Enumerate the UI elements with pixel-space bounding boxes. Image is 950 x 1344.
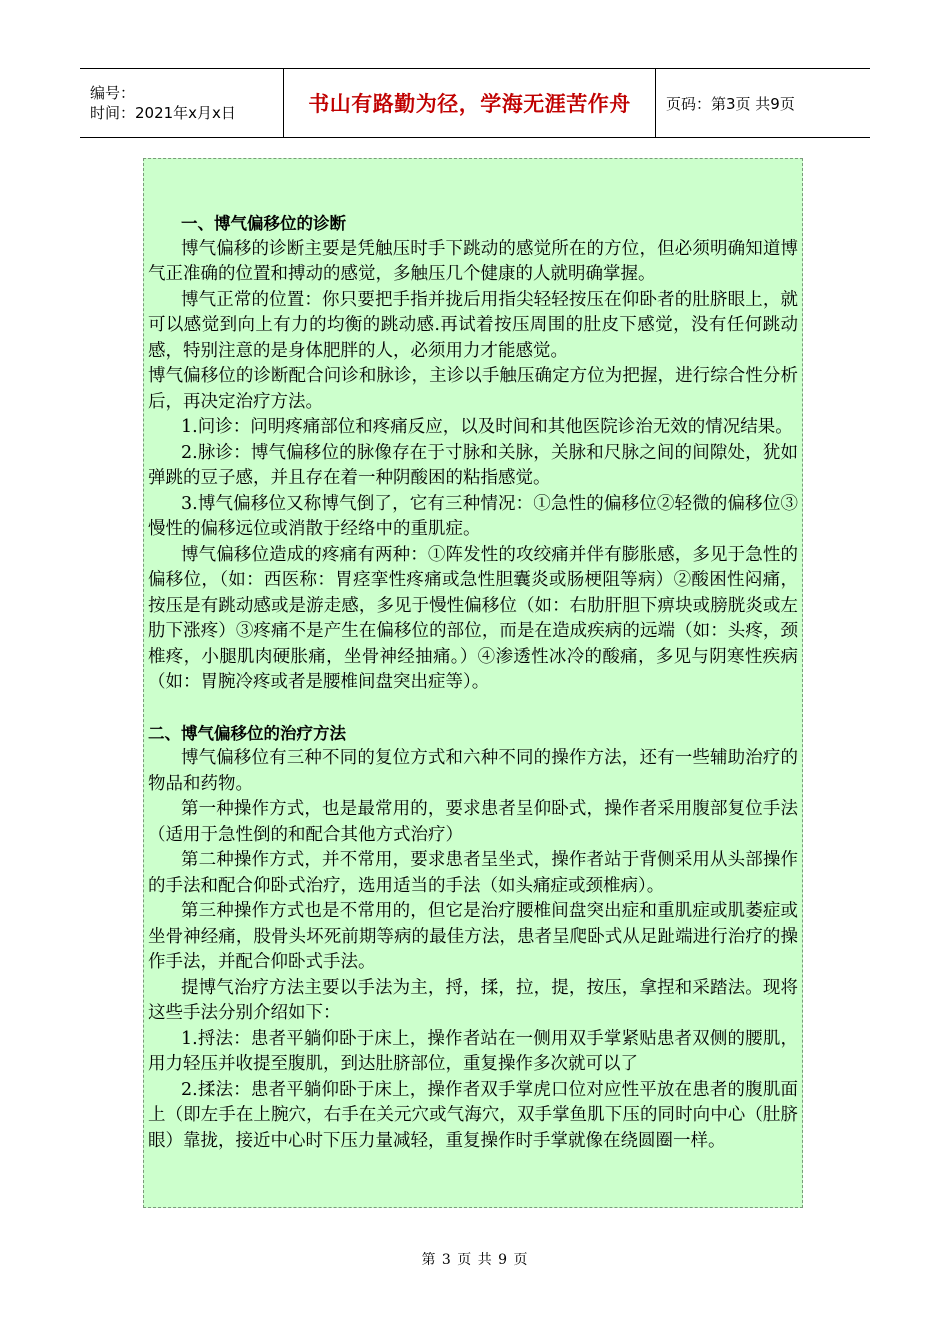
document-date-label: 时间：2021年x月x日 [90,104,236,122]
paragraph: 第二种操作方式，并不常用，要求患者呈坐式，操作者站于背侧采用从头部操作的手法和配合仰卧式治疗，选用适当的手法（如头痛症或颈椎病）。 [148,850,798,896]
document-number-label: 编号： [90,84,136,102]
paragraph: 博气偏移的诊断主要是凭触压时手下跳动的感觉所在的方位，但必须明确知道博气正准确的位置和搏动的感觉，多触压几个健康的人就明确掌握。 [148,238,798,284]
paragraph: 2.脉诊：博气偏移位的脉像存在于寸脉和关脉，关脉和尺脉之间的间隙处，犹如弹跳的豆子感，并且存在着一种阴酸困的粘指感觉。 [148,442,798,488]
header-motto: 书山有路勤为径，学海无涯苦作舟 [308,92,631,116]
document-body [143,158,803,1208]
paragraph: 2.揉法：患者平躺仰卧于床上，操作者双手掌虎口位对应性平放在患者的腹肌面上（即左手在上腕穴，右手在关元穴或气海穴，双手掌鱼肌下压的同时向中心（肚脐眼）靠拢，接近中心时下压力量减轻，重复操作时手掌就像在绕圆圈一样。 [148,1079,798,1151]
paragraph: 提博气治疗方法主要以手法为主，捋，揉，拉，提，按压，拿捏和采踏法。现将这些手法分别介绍如下： [148,977,798,1023]
paragraph: 博气偏移位有三种不同的复位方式和六种不同的操作方法，还有一些辅助治疗的物品和药物。 [148,748,798,794]
header-meta [80,69,283,137]
page-footer: 第 3 页 共 9 页 [421,1252,529,1268]
paragraph: 博气偏移位的诊断配合问诊和脉诊，主诊以手触压确定方位为把握，进行综合性分析后，再决定治疗方法。 [148,366,798,412]
paragraph: 第三种操作方式也是不常用的，但它是治疗腰椎间盘突出症和重肌症或肌萎症或坐骨神经痛，股骨头坏死前期等病的最佳方法，患者呈爬卧式从足趾端进行治疗的操作手法，并配合仰卧式手法。 [148,901,798,972]
paragraph: 博气正常的位置：你只要把手指并拢后用指尖轻轻按压在仰卧者的肚脐眼上，就可以感觉到向上有力的均衡的跳动感.再试着按压周围的肚皮下感觉，没有任何跳动感，特别注意的是身体肥胖的人，必须用力才能感觉。 [148,289,798,361]
header-page-label: 页码：第3页 共9页 [666,94,795,113]
section-heading-diagnosis: 一、博气偏移位的诊断 [181,214,346,233]
section-heading-treatment: 二、博气偏移位的治疗方法 [148,723,346,743]
paragraph: 第一种操作方式，也是最常用的，要求患者呈仰卧式，操作者采用腹部复位手法（适用于急性倒的和配合其他方式治疗） [148,799,798,845]
paragraph: 1.问诊：问明疼痛部位和疼痛反应，以及时间和其他医院诊治无效的情况结果。 [181,417,793,437]
header-motto-cell [283,69,656,137]
paragraph: 博气偏移位造成的疼痛有两种：①阵发性的攻绞痛并伴有膨胀感，多见于急性的偏移位，（如：西医称：胃痉挛性疼痛或急性胆囊炎或肠梗阻等病）②酸困性闷痛，按压是有跳动感或是游走感，多见于慢性偏移位（如：右肋肝胆下痹块或膀胱炎或左肋下涨疼）③疼痛不是产生在偏移位的部位，而是在造成疾病的远端（如：头疼，颈椎疼，小腿肌肉硬胀痛，坐骨神经抽痛。）④渗透性冰冷的酸痛，多见与阴寒性疾病（如：胃腕冷疼或者是腰椎间盘突出症等）。 [148,544,798,692]
paragraph: 1.捋法：患者平躺仰卧于床上，操作者站在一侧用双手掌紧贴患者双侧的腰肌，用力轻压并收提至腹肌，到达肚脐部位，重复操作多次就可以了 [148,1028,798,1074]
spacer [148,696,798,721]
header-page-cell [656,69,795,137]
paragraph: 3.博气偏移位又称博气倒了，它有三种情况：①急性的偏移位②轻微的偏移位③慢性的偏移远位或消散于经络中的重肌症。 [148,493,798,539]
page-header [80,68,870,138]
